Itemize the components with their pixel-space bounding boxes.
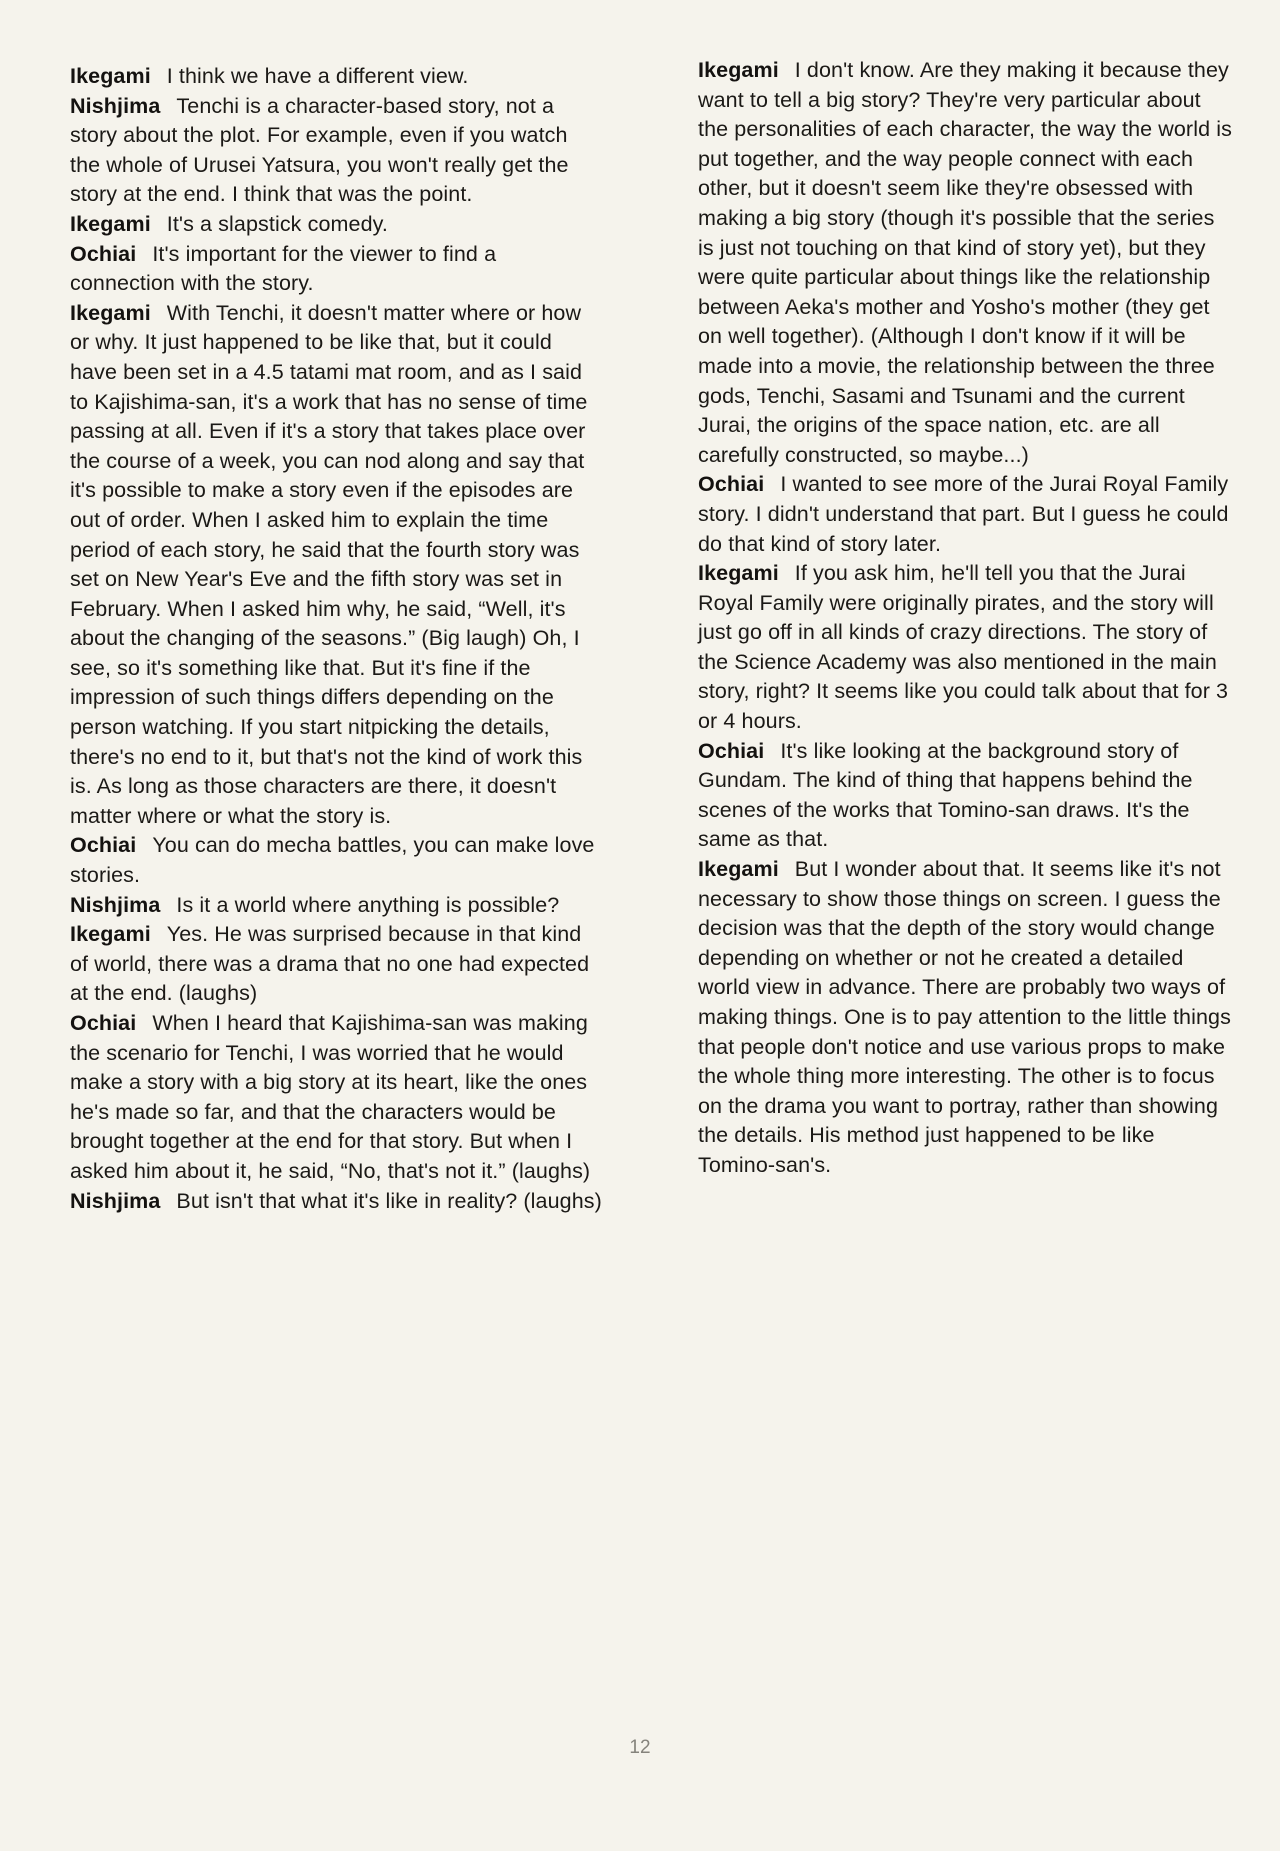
speaker-name: Ikegami	[70, 300, 151, 325]
speaker-name: Nishjima	[70, 1188, 161, 1213]
text-column-right	[698, 56, 1233, 1181]
dialogue-turn	[70, 240, 602, 299]
speaker-name: Ochiai	[698, 472, 765, 497]
dialogue-text: But isn't that what it's like in reality? (laughs)	[176, 1188, 602, 1213]
dialogue-turn	[70, 831, 602, 890]
dialogue-turn	[70, 62, 602, 92]
dialogue-turn	[698, 470, 1233, 559]
speaker-name: Ikegami	[70, 211, 151, 236]
dialogue-text: Is it a world where anything is possible?	[176, 892, 560, 917]
dialogue-turn	[70, 920, 602, 1009]
speaker-name: Ikegami	[698, 561, 779, 586]
dialogue-text: With Tenchi, it doesn't matter where or how or why. It just happened to be like that, but it could have been set in a 4.5 tatami mat room, and as I said to Kajishima-san, it's a work that has no sense of time passing at all. Even if it's a story that takes place over the course of a week, you can nod along and say that it's possible to make a story even if the episodes are out of order. When I asked him to explain the time period of each story, he said that the fourth story was set on New Year's Eve and the fifth story was set in February. When I asked him why, he said, “Well, it's about the changing of the seasons.” (Big laugh) Oh, I see, so it's something like that. But it's fine if the impression of such things differs depending on the person watching. If you start nitpicking the details, there's no end to it, but that's not the kind of work this is. As long as those characters are there, it doesn't matter where or what the story is.	[70, 300, 588, 828]
dialogue-text: I think we have a different view.	[166, 64, 469, 88]
dialogue-text: It's like looking at the background story of Gundam. The kind of thing that happens behind the scenes of the works that Tomino-san draws. It's the same as that.	[698, 738, 1193, 852]
dialogue-text: It's important for the viewer to find a connection with the story.	[70, 241, 497, 296]
dialogue-turn	[698, 56, 1233, 470]
speaker-name: Ochiai	[698, 738, 765, 763]
dialogue-turn	[698, 559, 1233, 737]
speaker-name: Ochiai	[70, 1011, 137, 1035]
dialogue-text: It's a slapstick comedy.	[166, 211, 388, 236]
text-column-left	[70, 62, 602, 1216]
dialogue-text: Tenchi is a character-based story, not a story about the plot. For example, even if you watch the whole of Urusei Yatsura, you won't really get the story at the end. I think that was the point.	[70, 93, 569, 207]
page-number: 12	[629, 1737, 651, 1758]
dialogue-text: If you ask him, he'll tell you that the Jurai Royal Family were originally pirates, and the story will just go off in all kinds of crazy directions. The story of the Science Academy was also mentioned in the main story, right? It seems like you could talk about that for 3 or 4 hours.	[698, 561, 1229, 734]
dialogue-turn	[70, 1187, 602, 1217]
speaker-name: Ochiai	[70, 833, 137, 858]
dialogue-turn	[70, 210, 602, 240]
dialogue-text: Yes. He was surprised because in that kind of world, there was a drama that no one had expected at the end. (laughs)	[70, 922, 590, 1006]
speaker-name: Ikegami	[70, 64, 151, 88]
dialogue-text: When I heard that Kajishima-san was making the scenario for Tenchi, I was worried that he would make a story with a big story at its heart, like the ones he's made so far, and that the characters would be brought together at the end for that story. But when I asked him about it, he said, “No, that's not it.” (laughs)	[70, 1011, 591, 1183]
dialogue-text: You can do mecha battles, you can make love stories.	[70, 833, 595, 888]
speaker-name: Ikegami	[70, 922, 151, 947]
speaker-name: Nishjima	[70, 892, 161, 917]
dialogue-turn	[698, 855, 1233, 1181]
dialogue-text: But I wonder about that. It seems like it's not necessary to show those things on screen. I guess the decision was that the depth of the story would change depending on whether or not he created a detailed world view in advance. There are probably two ways of making things. One is to pay attention to the little things that people don't notice and use various props to make the whole thing more interesting. The other is to focus on the drama you want to portray, rather than showing the details. His method just happened to be like Tomino-san's.	[698, 857, 1231, 1177]
speaker-name: Nishjima	[70, 93, 161, 118]
dialogue-turn	[70, 891, 602, 921]
dialogue-turn	[70, 299, 602, 832]
dialogue-turn	[70, 1009, 602, 1187]
speaker-name: Ikegami	[698, 857, 779, 882]
speaker-name: Ikegami	[698, 58, 779, 82]
speaker-name: Ochiai	[70, 241, 137, 266]
dialogue-text: I wanted to see more of the Jurai Royal Family story. I didn't understand that part. But I guess he could do that kind of story later.	[698, 472, 1229, 556]
dialogue-turn	[698, 737, 1233, 855]
dialogue-text: I don't know. Are they making it because they want to tell a big story? They're very particular about the personalities of each character, the way the world is put together, and the way people connect with each other, but it doesn't seem like they're obsessed with making a big story (though it's possible that the series is just not touching on that kind of story yet), but they were quite particular about things like the relationship between Aeka's mother and Yosho's mother (they get on well together). (Although I don't know if it will be made into a movie, the relationship between the three gods, Tenchi, Sasami and Tsunami and the current Jurai, the origins of the space nation, etc. are all carefully constructed, so maybe...)	[698, 58, 1232, 467]
dialogue-turn	[70, 92, 602, 210]
